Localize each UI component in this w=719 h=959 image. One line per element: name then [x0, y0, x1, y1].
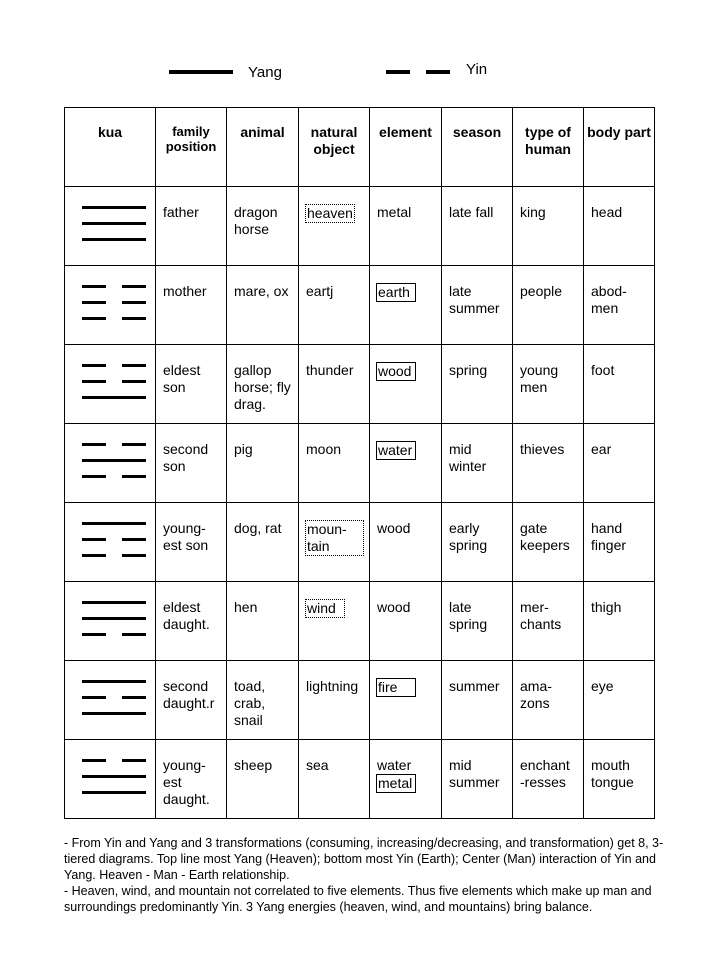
yang-line: [82, 601, 146, 604]
natural-object-cell: sea: [299, 740, 370, 819]
element-boxed: earth: [376, 283, 416, 302]
yin-line: [82, 285, 146, 288]
yang-line: [82, 791, 146, 794]
yang-line: [82, 222, 146, 225]
header-row: [65, 108, 655, 187]
body-cell: head: [584, 187, 655, 266]
yin-line: [82, 380, 146, 383]
natural-object-cell: moon: [299, 424, 370, 503]
human-cell: mer-chants: [513, 582, 584, 661]
human-cell: enchant -resses: [513, 740, 584, 819]
yin-line: [82, 696, 146, 699]
table-row: [65, 740, 655, 819]
animal-cell: dragon horse: [227, 187, 299, 266]
yang-line: [82, 617, 146, 620]
kua-cell: [65, 424, 156, 503]
season-cell: mid winter: [442, 424, 513, 503]
note-line-2: - Heaven, wind, and mountain not correlated to five elements. Thus five elements which make up man and surroundings predominantly Yin. 3 Yang energies (heaven, wind, and mountains) bring balance.: [64, 884, 652, 914]
human-cell: ama-zons: [513, 661, 584, 740]
family-cell: second daught.r: [156, 661, 227, 740]
element-cell: [370, 661, 442, 740]
header-natural-object: natural object: [299, 108, 370, 187]
yin-line: [82, 364, 146, 367]
human-cell: young men: [513, 345, 584, 424]
kua-cell: [65, 740, 156, 819]
season-cell: late spring: [442, 582, 513, 661]
body-cell: foot: [584, 345, 655, 424]
yin-line: [82, 475, 146, 478]
trigram-icon: [82, 522, 146, 558]
yin-line-symbol-left: [386, 70, 410, 74]
trigram-icon: [82, 443, 146, 479]
element-cell: [370, 345, 442, 424]
yang-line: [82, 712, 146, 715]
notes: [64, 835, 684, 915]
yin-label: Yin: [466, 61, 488, 78]
animal-cell: pig: [227, 424, 299, 503]
animal-cell: dog, rat: [227, 503, 299, 582]
natural-object-cell: lightning: [299, 661, 370, 740]
body-cell: mouth tongue: [584, 740, 655, 819]
body-cell: ear: [584, 424, 655, 503]
yang-line: [82, 238, 146, 241]
yang-line: [82, 680, 146, 683]
season-cell: spring: [442, 345, 513, 424]
header-body-part: body part: [584, 108, 655, 187]
body-cell: hand finger: [584, 503, 655, 582]
trigram-icon: [82, 206, 146, 242]
season-cell: mid summer: [442, 740, 513, 819]
yin-line: [82, 538, 146, 541]
yang-label: Yang: [248, 64, 282, 81]
element-boxed: fire: [376, 678, 416, 697]
kua-cell: [65, 187, 156, 266]
element-cell: wood: [370, 503, 442, 582]
natural-object-dotted-box: wind: [305, 599, 345, 618]
yin-line-symbol-right: [426, 70, 450, 74]
kua-cell: [65, 661, 156, 740]
natural-object-cell: eartj: [299, 266, 370, 345]
season-cell: late summer: [442, 266, 513, 345]
header-season: season: [442, 108, 513, 187]
family-cell: young-est son: [156, 503, 227, 582]
family-cell: young-est daught.: [156, 740, 227, 819]
season-cell: early spring: [442, 503, 513, 582]
yin-line: [82, 759, 146, 762]
yin-line: [82, 301, 146, 304]
table-row: [65, 187, 655, 266]
table-row: [65, 661, 655, 740]
table-row: [65, 503, 655, 582]
natural-object-cell: [299, 582, 370, 661]
element-boxed: wood: [376, 362, 416, 381]
header-animal: animal: [227, 108, 299, 187]
element-boxed: metal: [376, 774, 416, 793]
yang-line-symbol: [169, 70, 233, 74]
human-cell: thieves: [513, 424, 584, 503]
animal-cell: hen: [227, 582, 299, 661]
family-cell: eldest son: [156, 345, 227, 424]
family-cell: second son: [156, 424, 227, 503]
animal-cell: toad, crab, snail: [227, 661, 299, 740]
season-cell: late fall: [442, 187, 513, 266]
yin-line: [82, 554, 146, 557]
yang-line: [82, 775, 146, 778]
trigram-icon: [82, 680, 146, 716]
yin-line: [82, 633, 146, 636]
body-cell: thigh: [584, 582, 655, 661]
animal-cell: gallop horse; fly drag.: [227, 345, 299, 424]
family-cell: mother: [156, 266, 227, 345]
trigram-icon: [82, 601, 146, 637]
human-cell: king: [513, 187, 584, 266]
natural-object-cell: [299, 503, 370, 582]
family-cell: father: [156, 187, 227, 266]
legend: [0, 0, 719, 100]
element-line-1: water: [377, 757, 412, 773]
table-row: [65, 424, 655, 503]
element-cell: metal: [370, 187, 442, 266]
yang-line: [82, 396, 146, 399]
header-family-position: family position: [156, 108, 227, 187]
kua-cell: [65, 345, 156, 424]
header-kua: kua: [65, 108, 156, 187]
note-line-1: - From Yin and Yang and 3 transformations (consuming, increasing/decreasing, and transformation) get 8, 3-tiered diagrams. Top line most Yang (Heaven); bottom most Yin (Earth); Center (Man) interaction of Yin and Yang. Heaven - Man - Earth relationship.: [64, 836, 664, 882]
kua-cell: [65, 503, 156, 582]
natural-object-cell: thunder: [299, 345, 370, 424]
table-row: [65, 582, 655, 661]
table-row: [65, 345, 655, 424]
natural-object-dotted-box: moun-tain: [305, 520, 364, 556]
table-row: [65, 266, 655, 345]
kua-table: [64, 107, 655, 819]
element-cell: [370, 424, 442, 503]
yang-line: [82, 459, 146, 462]
header-type-of-human: type of human: [513, 108, 584, 187]
trigram-icon: [82, 364, 146, 400]
human-cell: people: [513, 266, 584, 345]
element-cell: wood: [370, 582, 442, 661]
animal-cell: mare, ox: [227, 266, 299, 345]
trigram-icon: [82, 759, 146, 795]
element-cell: [370, 266, 442, 345]
header-element: element: [370, 108, 442, 187]
kua-cell: [65, 266, 156, 345]
yang-line: [82, 206, 146, 209]
element-cell: [370, 740, 442, 819]
body-cell: abod-men: [584, 266, 655, 345]
body-cell: eye: [584, 661, 655, 740]
animal-cell: sheep: [227, 740, 299, 819]
family-cell: eldest daught.: [156, 582, 227, 661]
yin-line: [82, 317, 146, 320]
yang-line: [82, 522, 146, 525]
natural-object-dotted-box: heaven: [307, 205, 353, 221]
element-boxed: water: [376, 441, 416, 460]
season-cell: summer: [442, 661, 513, 740]
trigram-icon: [82, 285, 146, 321]
kua-cell: [65, 582, 156, 661]
human-cell: gate keepers: [513, 503, 584, 582]
yin-line: [82, 443, 146, 446]
natural-object-cell: [299, 187, 370, 266]
